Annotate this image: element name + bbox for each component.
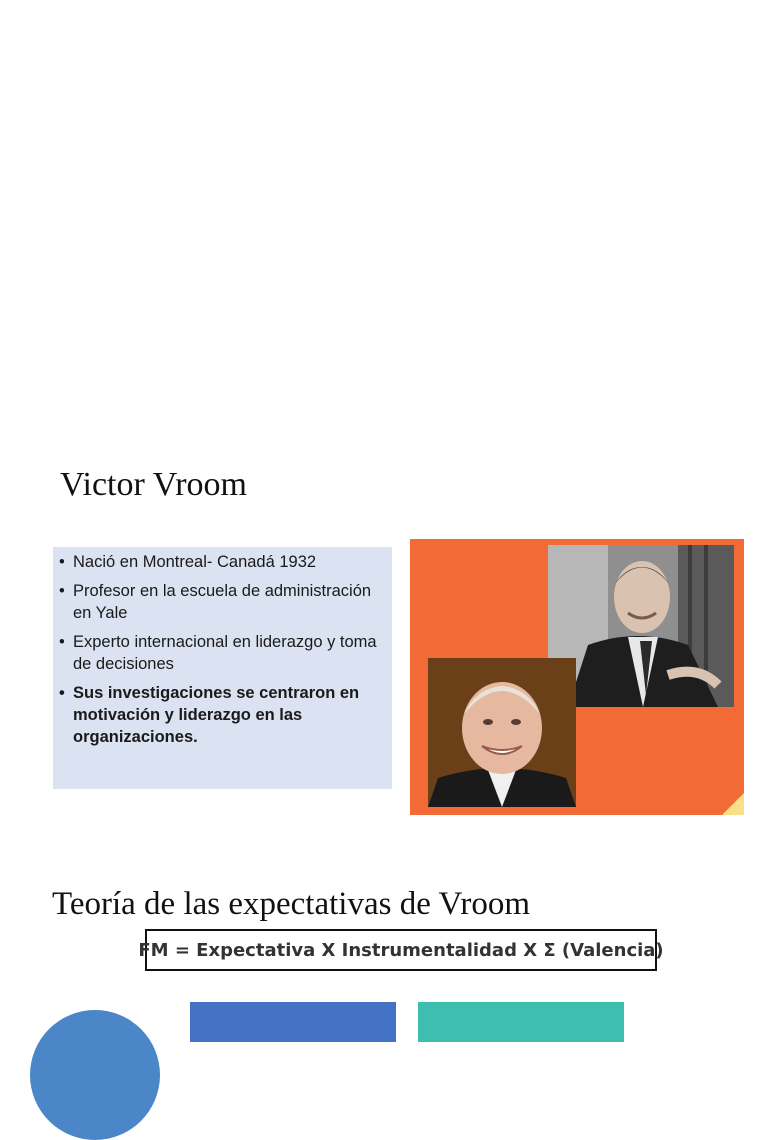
diagram-box-blue — [190, 1002, 396, 1042]
corner-fold — [722, 793, 744, 815]
diagram-circle — [30, 1010, 160, 1140]
bio-bullet-item: • Profesor en la escuela de administración en Yale — [59, 580, 384, 624]
bio-bullet-item: • Nació en Montreal- Canadá 1932 — [59, 551, 384, 573]
formula-text: FM = Expectativa X Instrumentalidad X Σ (Valencia) — [138, 939, 664, 961]
section-title-victor-vroom: Victor Vroom — [60, 466, 247, 503]
bio-bullet-item: • Experto internacional en liderazgo y toma de decisiones — [59, 631, 384, 675]
portrait-elder-vroom-image — [428, 658, 576, 807]
section-title-expectancy-theory: Teoría de las expectativas de Vroom — [52, 886, 531, 922]
diagram-box-teal — [418, 1002, 624, 1042]
formula-box — [138, 929, 664, 971]
bio-bullet-box — [53, 547, 392, 789]
portrait-elder-vroom — [428, 658, 576, 807]
bio-bullet-item-bold: • Sus investigaciones se centraron en motivación y liderazgo en las organizaciones. — [59, 682, 384, 748]
photo-panel — [410, 539, 744, 815]
bio-bullet-list — [59, 551, 384, 748]
